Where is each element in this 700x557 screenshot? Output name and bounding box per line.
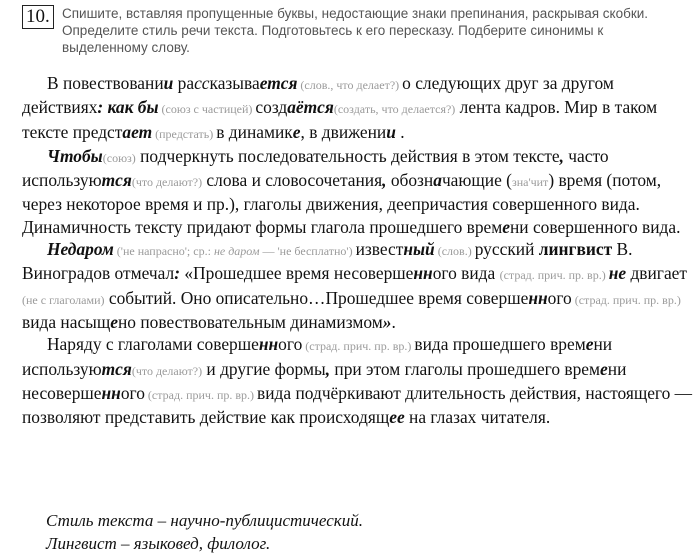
text-run: двигает	[626, 263, 687, 284]
inserted-letter: тся	[101, 358, 132, 379]
task-number: 10.	[22, 5, 54, 29]
grammar-note: (создать, что делается?)	[333, 102, 456, 117]
grammar-note: (не с глаголами)	[22, 292, 105, 307]
synonym-note: ('не напрасно'; ср.:	[113, 244, 214, 259]
paragraph-3	[22, 238, 694, 333]
inserted-punctuation: ,	[382, 170, 387, 191]
grammar-note: (предстать)	[152, 126, 217, 141]
highlighted-word: Недаром	[47, 239, 114, 260]
inserted-letter: ется	[259, 73, 298, 93]
text-run: русский	[474, 239, 535, 260]
paragraph-2	[22, 145, 694, 238]
text-run: В. Виноградов отмечал	[22, 239, 633, 284]
text-run: казыва	[209, 73, 260, 93]
text-run: .	[395, 121, 405, 142]
inserted-punctuation: : как бы	[97, 97, 159, 118]
text-run: вида прошедшего врем	[414, 334, 586, 355]
inserted-letter: а	[433, 170, 442, 191]
inserted-punctuation: ,	[559, 145, 564, 166]
inserted-letter: е	[110, 311, 118, 332]
style-conclusion: Стиль текста – научно-публицистический.	[46, 511, 363, 530]
inserted-letter: ный	[403, 239, 435, 260]
text-run: при этом глаголы прошедшего врем	[330, 358, 601, 379]
text-run: лента кадров. Мир в таком тексте предст	[22, 97, 658, 142]
text-run: ни использую	[22, 334, 613, 379]
grammar-note: (страд. прич. пр. вр.)	[571, 292, 681, 307]
text-run: , в движени	[300, 121, 387, 142]
inserted-letter: сс	[194, 73, 210, 93]
grammar-note: (страд. прич. пр. вр.)	[499, 268, 609, 283]
inserted-letter: е	[600, 358, 608, 379]
grammar-note: (союз)	[102, 150, 136, 165]
inserted-letter: нн	[101, 382, 121, 403]
text-run: вида насыщ	[22, 311, 111, 332]
text-run: часто использую	[22, 145, 609, 191]
text-run: ого	[120, 382, 145, 403]
inserted-punctuation: »	[382, 311, 392, 332]
text-run: ни несоверше	[22, 358, 627, 403]
conclusion	[46, 509, 363, 555]
text-run: событий. Оно описательно…Прошедшее время соверше	[104, 287, 529, 308]
grammar-note: зна'чит	[511, 175, 549, 190]
synonym-note: — 'не бесплатно')	[259, 244, 356, 259]
grammar-note: (страд. прич. пр. вр.)	[144, 387, 258, 402]
text-run: вида подчёркивают длительность действия, настоящего — позволяют представить действие как происходящ	[22, 382, 693, 428]
inserted-letter: и	[163, 73, 174, 93]
text-run: чающие (	[441, 170, 512, 191]
grammar-note: (слов.)	[434, 244, 475, 259]
inserted-letter: е	[502, 216, 510, 237]
text-run: ого вида	[432, 263, 496, 284]
text-run: ого	[547, 287, 572, 308]
inserted-letter: ее	[389, 407, 405, 428]
highlighted-word: лингвист	[538, 239, 613, 260]
grammar-note: (союз с частицей)	[158, 102, 256, 117]
task-header	[22, 5, 682, 56]
inserted-letter: не	[608, 263, 627, 284]
synonym-note: не даром	[213, 244, 260, 259]
inserted-punctuation: ,	[325, 358, 331, 379]
synonym-conclusion: Лингвист – языковед, филолог.	[46, 534, 271, 553]
inserted-letter: нн	[413, 263, 433, 284]
text-run: «Прошедшее время несоверше	[180, 263, 414, 284]
text-run: Наряду с глаголами соверше	[47, 334, 259, 355]
paragraph-1	[22, 72, 694, 145]
inserted-letter: нн	[258, 334, 279, 355]
text-run: и другие формы	[202, 358, 326, 379]
text-run: ого	[278, 334, 303, 355]
inserted-letter: е	[292, 121, 301, 142]
text-run: ) время (потом, через некоторое время и пр.), глаголы движения, деепричастия совершенного вида. Динамичность тексту придают формы глагола прошедшего врем	[22, 170, 662, 237]
exercise-text	[22, 72, 694, 428]
text-run: .	[391, 311, 396, 332]
text-run: слова и словосочетания	[202, 170, 383, 191]
text-run: о следующих друг за другом действиях	[22, 73, 614, 118]
text-run: В повествовани	[47, 73, 164, 93]
inserted-letter: и	[386, 121, 396, 142]
inserted-letter: е	[585, 334, 594, 355]
text-run: ни совершенного вида.	[509, 216, 681, 237]
inserted-letter: ает	[122, 121, 153, 142]
text-run: подчеркнуть последовательность действия в этом тексте	[135, 145, 560, 166]
grammar-note: (страд. прич. пр. вр.)	[302, 339, 415, 354]
text-run: в динамик	[216, 121, 293, 142]
grammar-note: (что делают?)	[131, 363, 203, 378]
text-run: на глазах читателя.	[404, 407, 551, 428]
inserted-letter: тся	[101, 170, 132, 191]
inserted-letter: аётся	[287, 97, 334, 118]
grammar-note: (что делают?)	[131, 175, 203, 190]
text-run: созд	[255, 97, 288, 118]
inserted-letter: нн	[528, 287, 548, 308]
task-instruction: Спишите, вставляя пропущенные буквы, недостающие знаки препинания, раскрывая скобки. Определите стиль речи текста. Подготовьтесь к его пересказу. Подберите синонимы к выделенному слову.	[62, 6, 649, 55]
grammar-note: (слов., что делает?)	[297, 78, 403, 92]
inserted-punctuation: :	[174, 263, 181, 284]
text-run: но повествовательным динамизмом	[118, 311, 383, 332]
text-run: обозн	[386, 170, 434, 191]
highlighted-word: Чтобы	[47, 145, 103, 166]
paragraph-4	[22, 333, 694, 428]
text-run: ра	[173, 73, 195, 93]
text-run: извест	[355, 239, 404, 260]
